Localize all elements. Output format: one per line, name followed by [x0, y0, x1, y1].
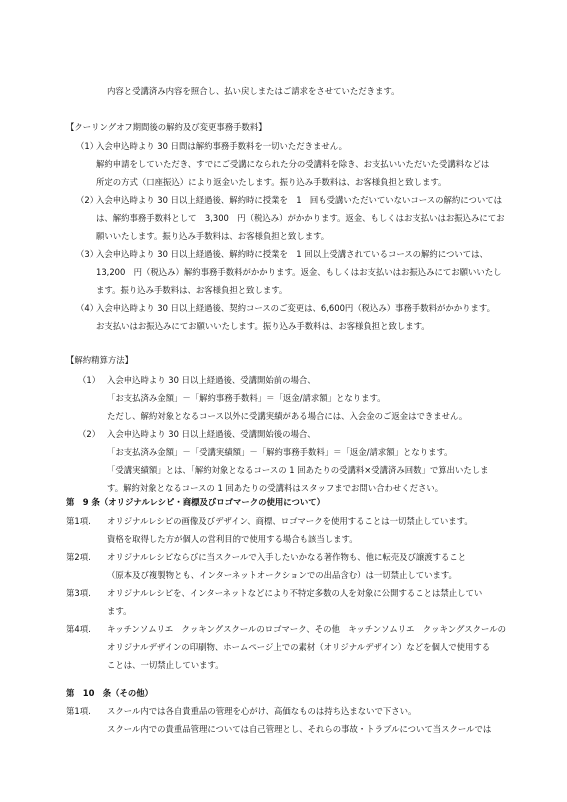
article-10-item-1-num: 第1項. — [66, 706, 91, 716]
article-10-heading: 第 10 条（その他） — [66, 688, 154, 698]
article-9-item-3-line-1: オリジナルレシピを、インターネットなどにより不特定多数の人を対象に公開することは禁止してい — [107, 588, 483, 598]
cooling-off-item-4-num: （4） — [76, 303, 99, 313]
article-9-item-3-num: 第3項. — [66, 588, 91, 598]
settlement-heading: 【解約精算方法】 — [66, 355, 133, 365]
cooling-off-item-1-line-2: 解約申請をしていただき、すでにご受講になられた分の受講料を除き、お支払いいただいた受講料などは — [96, 159, 490, 169]
cooling-off-item-4-line-2: お支払いはお振込みにてお願いいたします。振り込み手数料は、お客様負担と致します。 — [96, 321, 430, 331]
article-9-item-3-line-2: ます。 — [107, 606, 132, 616]
settlement-item-1-line-1: 入会申込時より 30 日以上経過後、受講開始前の場合、 — [107, 375, 316, 385]
cooling-off-item-2-num: （2） — [76, 195, 99, 205]
article-10-item-1-line-1: スクール内では各自貴重品の管理を心がけ、高価なものは持ち込まないで下さい。 — [107, 706, 417, 716]
intro-text: 内容と受講済み内容を照合し、払い戻しまたはご請求をさせていただきます。 — [107, 86, 400, 96]
article-9-item-2-line-2: （原本及び複製物とも、インターネットオークションでの出品含む）は一切禁止しています。 — [107, 570, 457, 580]
cooling-off-heading: 【クーリングオフ期間後の解約及び変更事務手数料】 — [66, 122, 267, 132]
settlement-item-2-line-2: 「お支払済み金額」－「受講実績額」－「解約事務手数料」＝「返金/請求額」となります。 — [107, 447, 453, 457]
article-9-item-4-num: 第4項. — [66, 624, 91, 634]
cooling-off-item-3-line-3: ます。振り込み手数料は、お客様負担と致します。 — [96, 285, 288, 295]
article-9-heading: 第 9 条（オリジナルレシピ・商標及びロゴマークの使用について） — [66, 497, 325, 507]
cooling-off-item-2-line-3: 願いいたします。振り込み手数料は、お客様負担と致します。 — [96, 231, 330, 241]
cooling-off-item-1-line-3: 所定の方式（口座振込）により返金いたします。振り込み手数料は、お客様負担と致します。 — [96, 177, 447, 187]
cooling-off-item-2-line-1: 入会申込時より 30 日以上経過後、解約時に授業を 1 回も受講いただいていないコースの解約については — [96, 195, 502, 205]
settlement-item-2-line-4: す。解約対象となるコースの 1 回あたりの受講料はスタッフまでお問い合わせください。 — [107, 483, 444, 493]
cooling-off-item-3-line-2: 13,200 円（税込み）解約事務手数料がかかります。返金、もしくはお支払いはお振込みにてお願いいたし — [96, 267, 502, 277]
cooling-off-item-3-line-1: 入会申込時より 30 日以上経過後、解約時に授業を 1 回以上受講されているコースの解約については、 — [96, 249, 488, 259]
article-10-item-1-line-2: スクール内での貴重品管理については自己管理とし、それらの事故・トラブルについて当スクールでは — [107, 724, 492, 734]
cooling-off-item-2-line-2: は、解約事務手数料として 3,300 円（税込み）がかかります。返金、もしくはお支払いはお振込みにてお — [96, 213, 505, 223]
cooling-off-item-4-line-1: 入会申込時より 30 日以上経過後、契約コースのご変更は、6,600円（税込み）事務手数料がかかります。 — [96, 303, 495, 313]
settlement-item-1-line-2: 「お支払済み金額」－「解約事務手数料」＝「返金/請求額」となります。 — [107, 393, 386, 403]
settlement-item-2-num: （2） — [78, 429, 101, 439]
article-9-item-1-line-1: オリジナルレシピの画像及びデザイン、商標、ロゴマークを使用することは一切禁止しています。 — [107, 516, 473, 526]
article-9-item-1-num: 第1項. — [66, 516, 91, 526]
article-9-item-4-line-1: キッチンソムリエ クッキングスクールのロゴマーク、その他 キッチンソムリエ クッキングスクールの — [107, 624, 506, 634]
article-9-item-2-line-1: オリジナルレシピならびに当スクールで入手したいかなる著作物も、他に転売及び譲渡すること — [107, 552, 467, 562]
cooling-off-item-1-num: （1） — [76, 141, 99, 151]
article-9-item-2-num: 第2項. — [66, 552, 91, 562]
article-9-item-4-line-3: ことは、一切禁止しています。 — [107, 660, 224, 670]
article-9-item-1-line-2: 資格を取得した方が個人の営利目的で使用する場合も該当します。 — [107, 534, 358, 544]
settlement-item-2-line-3: 「受講実績額」とは、「解約対象となるコースの 1 回あたりの受講料×受講済み回数」で算出いたしま — [107, 465, 489, 475]
cooling-off-item-3-num: （3） — [76, 249, 99, 259]
settlement-item-1-line-3: ただし、解約対象となるコース以外に受講実績がある場合には、入会金のご返金はできません。 — [107, 411, 468, 421]
cooling-off-item-1-line-1: 入会申込時より 30 日間は解約事務手数料を一切いただきません。 — [96, 141, 347, 151]
article-9-item-4-line-2: オリジナルデザインの印刷物、ホームページ上での素材（オリジナルデザイン）などを個人で使用する — [107, 642, 491, 652]
settlement-item-2-line-1: 入会申込時より 30 日以上経過後、受講開始後の場合、 — [107, 429, 316, 439]
settlement-item-1-num: （1） — [78, 375, 101, 385]
